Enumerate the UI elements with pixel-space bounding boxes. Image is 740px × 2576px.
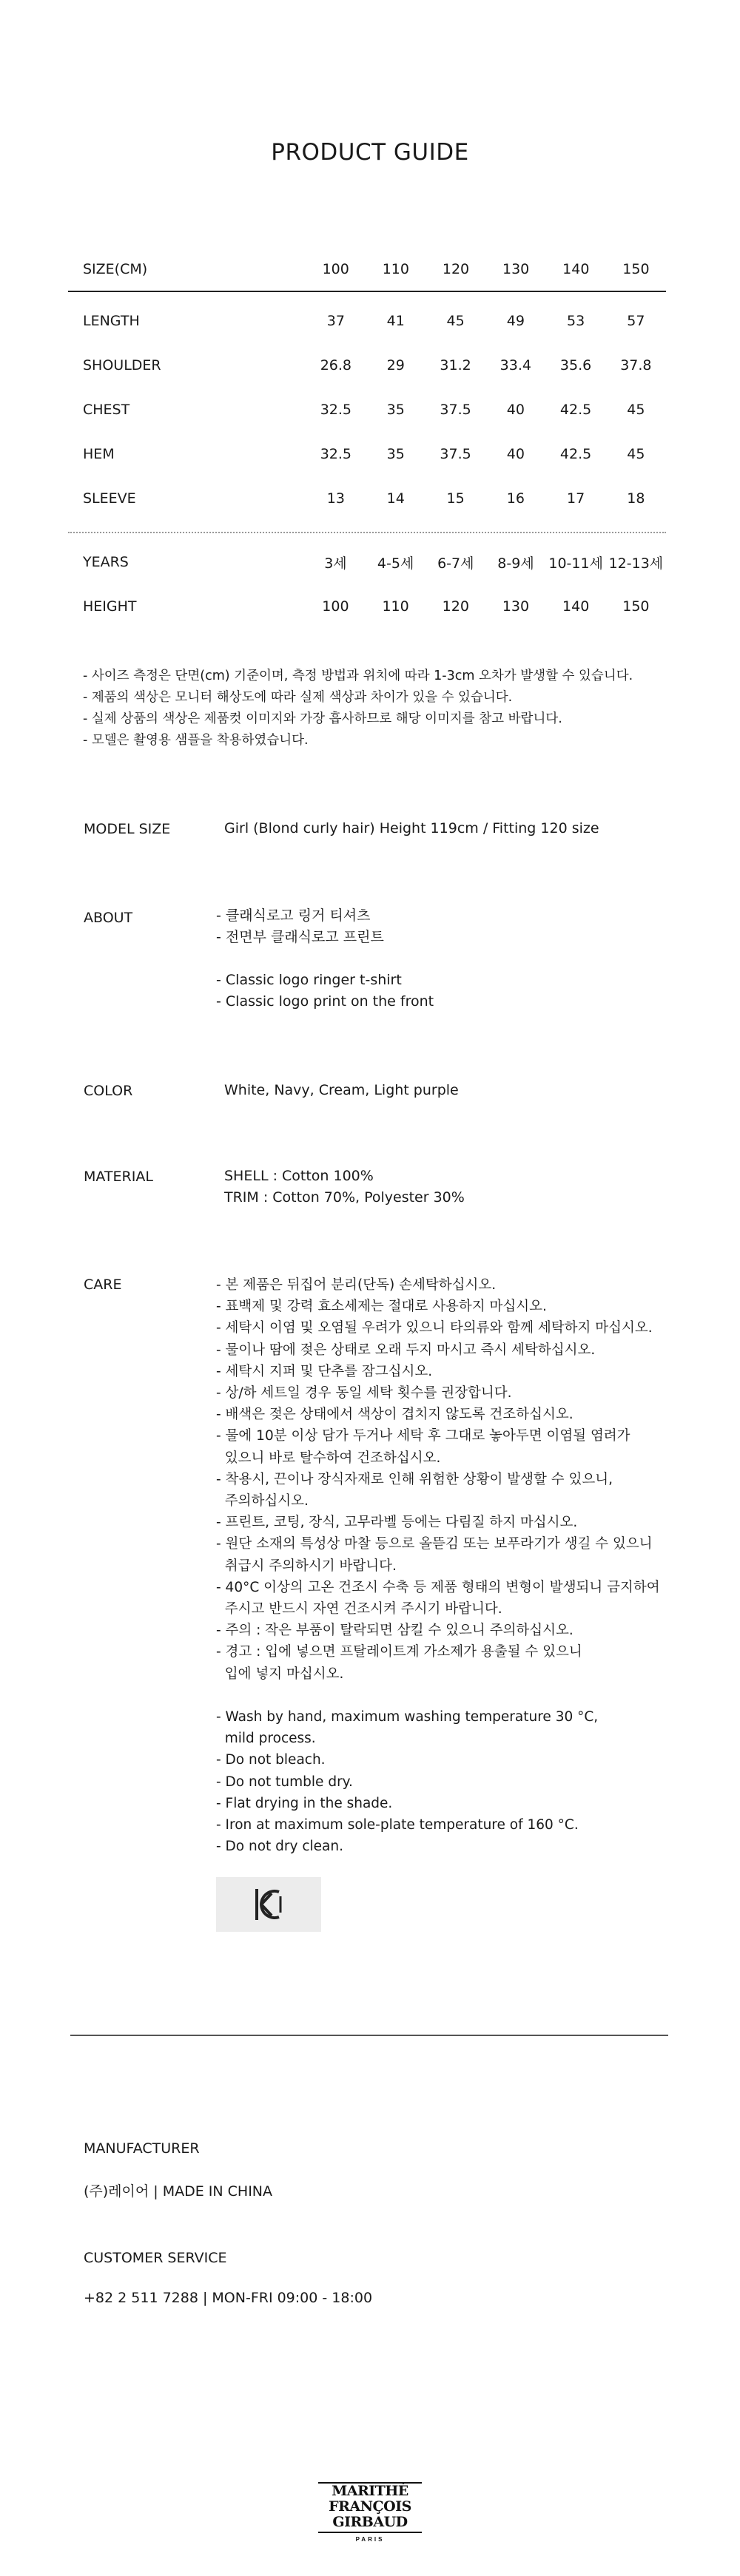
- color-body: [224, 1080, 459, 1101]
- size-table-header: [68, 247, 666, 291]
- footer-divider: [70, 2035, 668, 2036]
- cell: 41: [386, 313, 405, 329]
- care-line: - 상/하 세트일 경우 동일 세탁 횟수를 권장합니다.: [216, 1385, 512, 1402]
- cell: 6-7세: [437, 555, 474, 572]
- page-title: PRODUCT GUIDE: [271, 139, 469, 166]
- cell: 35.6: [559, 357, 592, 373]
- logo-line: MARITHÉ: [332, 2483, 408, 2499]
- row-label: HEM: [83, 446, 115, 462]
- cell: 33.4: [500, 357, 531, 373]
- care-line: - 원단 소재의 특성상 마찰 등으로 올뜯김 또는 보푸라기가 생길 수 있으니: [216, 1536, 653, 1552]
- care-line: - 배색은 젖은 상태에서 색상이 겹치지 않도록 건조하십시오.: [216, 1407, 574, 1423]
- cell: 42.5: [559, 446, 592, 462]
- care-line: - 40°C 이상의 고온 건조시 수축 등 제품 형태의 변형이 발생되니 금지하여: [216, 1579, 660, 1595]
- care-label: CARE: [84, 1277, 122, 1293]
- row-label: SLEEVE: [83, 490, 136, 507]
- note-line: - 제품의 색상은 모니터 해상도에 따라 실제 색상과 차이가 있을 수 있습니다.: [83, 690, 513, 705]
- cell: 110: [382, 598, 409, 615]
- kc-certification-icon: [216, 1877, 321, 1932]
- cell: 53: [566, 313, 585, 329]
- cell: 4-5세: [377, 555, 414, 572]
- cell: 40: [506, 402, 525, 418]
- logo-line: GIRBAUD: [332, 2514, 408, 2530]
- model-size-value: [224, 818, 599, 839]
- cell: 37: [326, 313, 345, 329]
- cell: 130: [502, 598, 530, 615]
- care-line: 취급시 주의하시기 바랍니다.: [216, 1558, 397, 1574]
- care-line: - 경고 : 입에 넣으면 프탈레이트계 가소제가 용출될 수 있으니: [216, 1644, 582, 1660]
- size-col: 150: [622, 261, 650, 277]
- table-row: [68, 476, 666, 521]
- cell: 57: [627, 313, 645, 329]
- cell: 37.5: [440, 402, 471, 418]
- cell: 40: [506, 446, 525, 462]
- model-size-label: MODEL SIZE: [84, 821, 171, 837]
- brand-logo: [311, 2481, 429, 2555]
- care-line: - 세탁시 이염 및 오염될 우려가 있으니 타의류와 함께 세탁하지 마십시오.: [216, 1320, 653, 1336]
- customer-service-label: CUSTOMER SERVICE: [84, 2250, 227, 2266]
- material-label: MATERIAL: [84, 1169, 153, 1185]
- cell: 14: [386, 490, 405, 507]
- cell: 45: [627, 402, 645, 418]
- note-line: - 모델은 촬영용 샘플을 착용하였습니다.: [83, 733, 309, 748]
- cell: 32.5: [320, 402, 352, 418]
- material-body: [224, 1166, 465, 1208]
- measurement-table: [68, 299, 666, 521]
- cell: 10-11세: [548, 555, 603, 572]
- color-label: COLOR: [84, 1083, 133, 1099]
- cell: 150: [622, 598, 650, 615]
- size-col: 120: [442, 261, 470, 277]
- care-line: mild process.: [216, 1731, 316, 1747]
- care-line: - 물이나 땀에 젖은 상태로 오래 두지 마시고 즉시 세탁하십시오.: [216, 1342, 596, 1358]
- about-body: [216, 905, 434, 1013]
- row-label: YEARS: [83, 554, 129, 570]
- note-line: - 사이즈 측정은 단면(cm) 기준이며, 측정 방법과 위치에 따라 1-3cm 오차가 발생할 수 있습니다.: [83, 669, 633, 683]
- size-col: 110: [382, 261, 409, 277]
- row-label: LENGTH: [83, 313, 140, 329]
- cell: 45: [446, 313, 465, 329]
- cell: 49: [506, 313, 525, 329]
- model-size-text: Girl (Blond curly hair) Height 119cm / Fitting 120 size: [224, 820, 599, 836]
- size-header-label: SIZE(CM): [83, 261, 148, 277]
- cell: 37.8: [620, 357, 652, 373]
- kc-mark-svg: [252, 1886, 285, 1923]
- customer-service-value: +82 2 511 7288 | MON-FRI 09:00 - 18:00: [84, 2290, 373, 2306]
- cell: 15: [446, 490, 465, 507]
- cell: 32.5: [320, 446, 352, 462]
- table-row: [68, 343, 666, 388]
- care-line: [216, 1685, 660, 1706]
- table-row: [68, 432, 666, 476]
- cell: 35: [386, 402, 405, 418]
- cell: 17: [566, 490, 585, 507]
- table-row: [68, 299, 666, 343]
- cell: 140: [562, 598, 590, 615]
- care-line: - Do not bleach.: [216, 1752, 326, 1768]
- cell: 31.2: [440, 357, 471, 373]
- material-line: SHELL : Cotton 100%: [224, 1168, 374, 1184]
- cell: 100: [322, 598, 349, 615]
- dotted-divider: [68, 532, 666, 533]
- care-line: - 본 제품은 뒤집어 분리(단독) 손세탁하십시오.: [216, 1277, 497, 1293]
- care-line: 있으니 바로 탈수하여 건조하십시오.: [216, 1450, 441, 1466]
- about-line: - 전면부 클래식로고 프린트: [216, 929, 384, 945]
- logo-rule: [318, 2532, 422, 2533]
- cell: 8-9세: [497, 555, 534, 572]
- cell: 13: [326, 490, 345, 507]
- about-label: ABOUT: [84, 910, 133, 926]
- manufacturer-label: MANUFACTURER: [84, 2140, 200, 2157]
- cell: 16: [506, 490, 525, 507]
- cell: 29: [386, 357, 405, 373]
- manufacturer-value: (주)레이어 | MADE IN CHINA: [84, 2183, 273, 2200]
- cell: 12-13세: [608, 555, 664, 572]
- row-label: CHEST: [83, 402, 130, 418]
- table-row: [68, 540, 666, 584]
- care-body: [216, 1274, 660, 1857]
- cell: 45: [627, 446, 645, 462]
- logo-line: FRANÇOIS: [329, 2498, 411, 2515]
- cell: 37.5: [440, 446, 471, 462]
- care-line: - 세탁시 지퍼 및 단추를 잠그십시오.: [216, 1363, 433, 1379]
- care-line: - Iron at maximum sole-plate temperature of 160 °C.: [216, 1817, 579, 1833]
- age-table: [68, 540, 666, 629]
- about-line: - Classic logo ringer t-shirt: [216, 972, 402, 988]
- care-line: - 물에 10분 이상 담가 두거나 세탁 후 그대로 놓아두면 이염될 염려가: [216, 1428, 630, 1444]
- care-line: - 표백제 및 강력 효소세제는 절대로 사용하지 마십시오.: [216, 1299, 547, 1315]
- cell: 42.5: [559, 402, 592, 418]
- about-line: - 클래식로고 링거 티셔츠: [216, 907, 371, 924]
- care-line: - Do not tumble dry.: [216, 1774, 353, 1790]
- cell: 3세: [324, 555, 347, 572]
- row-label: HEIGHT: [83, 598, 137, 615]
- care-line: - Do not dry clean.: [216, 1839, 343, 1855]
- care-line: - 프린트, 코팅, 장식, 고무라벨 등에는 다림질 하지 마십시오.: [216, 1515, 578, 1531]
- size-col: 140: [562, 261, 590, 277]
- color-value: White, Navy, Cream, Light purple: [224, 1082, 459, 1098]
- row-label: SHOULDER: [83, 357, 161, 373]
- note-line: - 실제 상품의 색상은 제품컷 이미지와 가장 흡사하므로 해당 이미지를 참고 바랍니다.: [83, 711, 562, 726]
- cell: 35: [386, 446, 405, 462]
- material-line: TRIM : Cotton 70%, Polyester 30%: [224, 1189, 465, 1206]
- care-line: - Wash by hand, maximum washing temperature 30 °C,: [216, 1709, 599, 1725]
- about-line: - Classic logo print on the front: [216, 993, 434, 1010]
- header-divider: [68, 291, 666, 292]
- care-line: - 착용시, 끈이나 장식자재로 인해 위험한 상황이 발생할 수 있으니,: [216, 1471, 613, 1487]
- care-line: 주시고 반드시 자연 건조시켜 주시기 바랍니다.: [216, 1601, 502, 1617]
- table-row: [68, 584, 666, 629]
- care-line: 주의하십시오.: [216, 1493, 309, 1510]
- care-line: 입에 넣지 마십시오.: [216, 1666, 344, 1682]
- cell: 26.8: [320, 357, 352, 373]
- logo-line: PARIS: [355, 2536, 385, 2543]
- cell: 120: [442, 598, 469, 615]
- care-line: - Flat drying in the shade.: [216, 1795, 393, 1811]
- about-line: [216, 948, 434, 970]
- size-notes: [83, 666, 633, 751]
- care-line: - 주의 : 작은 부품이 탈락되면 삼킬 수 있으니 주의하십시오.: [216, 1623, 574, 1639]
- size-col: 130: [502, 261, 530, 277]
- table-row: [68, 388, 666, 432]
- cell: 18: [627, 490, 645, 507]
- size-col: 100: [322, 261, 349, 277]
